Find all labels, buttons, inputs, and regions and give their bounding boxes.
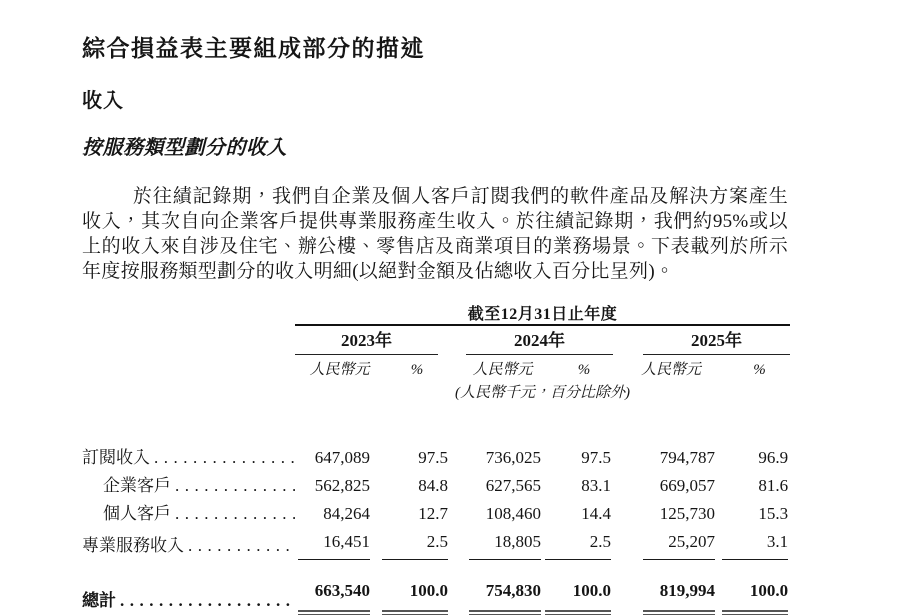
cell-2023-amount: 647,089 (314, 448, 370, 467)
cell-2025-pct: 81.6 (758, 476, 789, 495)
dot-leader (120, 586, 295, 615)
cell-2024-amount: 736,025 (485, 448, 541, 467)
table-row-total (82, 576, 790, 615)
cell-2023-pct: 84.8 (418, 476, 448, 495)
cell-2025-pct: 96.9 (758, 448, 789, 467)
cell-2023-amount: 84,264 (323, 504, 370, 523)
cell-2025-amount: 669,057 (659, 476, 715, 495)
row-label: 訂閱收入 (82, 448, 150, 467)
column-header-amount-2023: 人民幣元 (309, 362, 370, 378)
dot-leader (154, 444, 295, 472)
year-header-2023: 2023年 (295, 326, 438, 355)
cell-2024-pct: 97.5 (581, 448, 611, 467)
cell-2024-pct: 14.4 (581, 504, 611, 523)
table-row-subscription-revenue (82, 444, 790, 472)
total-label: 總計 (82, 591, 116, 610)
row-label: 專業服務收入 (82, 536, 184, 555)
table-unit-note-row (82, 379, 790, 402)
dot-leader (175, 472, 295, 500)
table-row-individual-customers (82, 500, 790, 528)
dot-leader (175, 500, 295, 528)
cell-2024-amount: 627,565 (485, 476, 541, 495)
revenue-description-paragraph: 於往績記錄期，我們自企業及個人客戶訂閱我們的軟件產品及解決方案產生收入，其次自向企業客戶提供專業服務產生收入。於往績記錄期，我們約95%或以上的收入來自涉及住宅、辦公樓、零售店及商業項目的業務場景。下表載列於所示年度按服務類型劃分的收入明細(以絕對金額及佔總收入百分比呈列)。 (82, 186, 788, 282)
cell-2024-amount: 108,460 (485, 504, 541, 523)
table-span-header-row (82, 300, 790, 325)
total-2023-pct: 100.0 (382, 576, 448, 615)
cell-2025-amount: 25,207 (643, 528, 715, 560)
cell-2024-amount: 18,805 (469, 528, 541, 560)
cell-2023-amount: 16,451 (298, 528, 370, 560)
table-row-professional-services-revenue (82, 528, 790, 560)
column-header-pct-2023: % (410, 362, 424, 378)
cell-2025-pct: 15.3 (758, 504, 789, 523)
column-header-amount-2025: 人民幣元 (640, 362, 701, 378)
cell-2023-amount: 562,825 (314, 476, 370, 495)
row-label: 個人客戶 (103, 504, 171, 523)
total-2023-amount: 663,540 (298, 576, 370, 615)
cell-2025-amount: 794,787 (659, 448, 715, 467)
year-header-2025: 2025年 (643, 326, 790, 355)
span-header-year-ended: 截至12月31日止年度 (295, 300, 790, 325)
cell-2025-pct: 3.1 (722, 528, 788, 560)
cell-2024-pct: 2.5 (545, 528, 611, 560)
column-header-pct-2025: % (753, 362, 766, 378)
revenue-by-service-type-table (82, 300, 790, 615)
total-2024-pct: 100.0 (545, 576, 611, 615)
cell-2023-pct: 12.7 (418, 504, 448, 523)
table-row-enterprise-customers (82, 472, 790, 500)
cell-2023-pct: 97.5 (418, 448, 448, 467)
row-label: 企業客戶 (103, 476, 171, 495)
table-year-header-row (82, 325, 790, 355)
total-2025-pct: 100.0 (722, 576, 788, 615)
column-header-amount-2024: 人民幣元 (472, 362, 533, 378)
total-2025-amount: 819,994 (643, 576, 715, 615)
subsection-heading-revenue-by-service-type: 按服務類型劃分的收入 (82, 137, 287, 159)
cell-2025-amount: 125,730 (659, 504, 715, 523)
dot-leader (188, 532, 295, 560)
column-header-pct-2024: % (577, 362, 591, 378)
total-2024-amount: 754,830 (469, 576, 541, 615)
section-heading-revenue: 收入 (82, 90, 124, 112)
page-title: 綜合損益表主要組成部分的描述 (82, 36, 425, 61)
unit-note: (人民幣千元，百分比除外) (455, 385, 631, 401)
year-header-2024: 2024年 (466, 326, 613, 355)
cell-2024-pct: 83.1 (581, 476, 611, 495)
cell-2023-pct: 2.5 (382, 528, 448, 560)
table-column-header-row (82, 355, 790, 379)
